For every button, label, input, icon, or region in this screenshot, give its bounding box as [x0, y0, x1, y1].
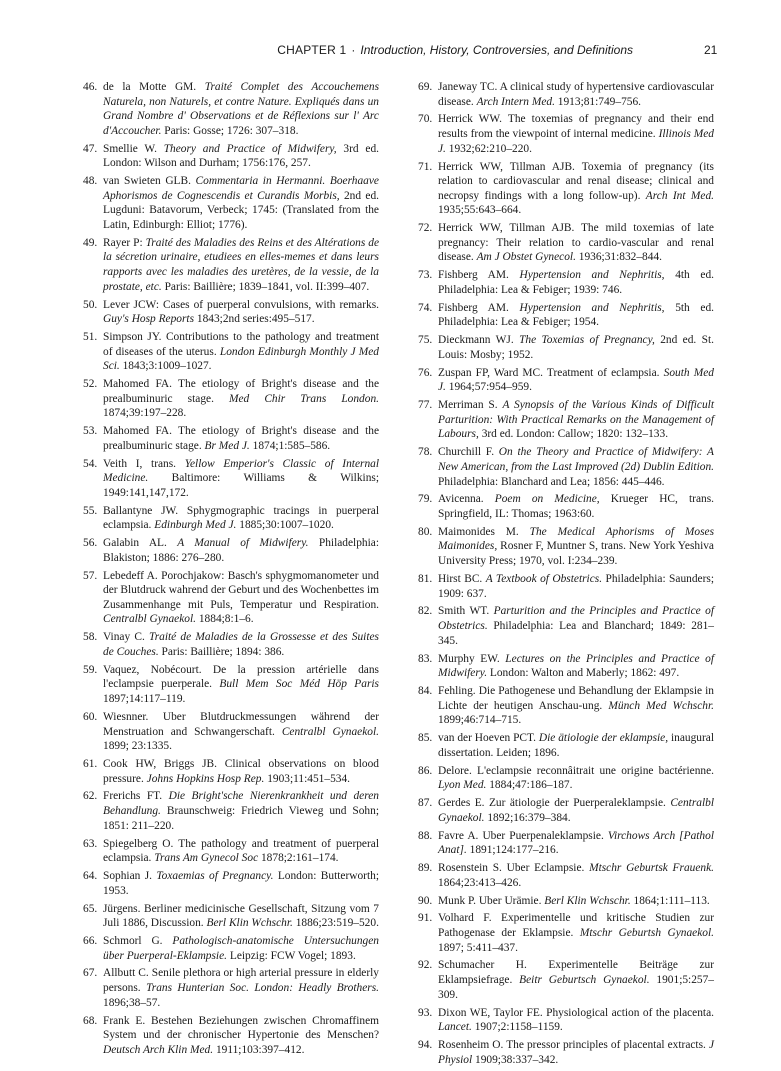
- reference-source-title: Beitr Geburtsch Gynaekol.: [519, 974, 650, 987]
- reference-source-title: Lancet.: [438, 1021, 472, 1034]
- reference-text: Herrick WW, Tillman AJB. The mild toxemias of late pregnancy: Their relation to cardio-vascular and renal disease.: [438, 222, 714, 264]
- reference-number: 92.: [418, 959, 433, 972]
- reference-source-title: Traité Complet des Accouchemens Naturela, non Naturels, et contre Nature. Expliqués dans un Grand Nombre d' Observations et de Réflexions sur l' Arc d'Accoucher.: [103, 81, 379, 137]
- reference-source-title: Br Med J.: [204, 439, 250, 452]
- reference-number: 68.: [83, 1014, 98, 1027]
- reference-item: [83, 236, 379, 294]
- reference-text: 1874;1:585–586.: [249, 439, 331, 452]
- reference-item: [83, 504, 379, 533]
- reference-text: Schumacher H. Experimentelle Beiträge zur Eklampsiefrage.: [438, 959, 714, 987]
- reference-text: Volhard F. Experimentelle und kritische Studien zur Pathogenase der Eklampsie.: [438, 912, 714, 939]
- reference-text: Favre A. Uber Puerpenaleklampsie.: [438, 829, 608, 842]
- reference-number: 70.: [418, 113, 433, 126]
- reference-number: 49.: [83, 236, 98, 249]
- reference-text: Dixon WE, Taylor FE. Physiological action of the placenta.: [438, 1006, 714, 1019]
- reference-item: [418, 861, 714, 890]
- reference-source-title: Traité de Maladies de la Grossesse et des Suites de Couches.: [103, 631, 379, 658]
- reference-number: 46.: [83, 81, 98, 93]
- reference-text: London: Walton and Maberly; 1862: 497.: [487, 667, 680, 680]
- reference-number: 60.: [83, 710, 98, 723]
- reference-source-title: Deutsch Arch Klin Med.: [103, 1043, 214, 1056]
- reference-item: [83, 1014, 379, 1058]
- reference-text: Munk P. Uber Urämie.: [438, 894, 545, 907]
- reference-number: 76.: [418, 366, 433, 379]
- reference-source-title: Arch Int Med.: [645, 189, 714, 202]
- reference-number: 94.: [418, 1039, 433, 1052]
- reference-text: Paris: Baillière; 1839–1841, vol. II:399–407.: [161, 280, 370, 293]
- reference-text: Simpson JY. Contributions to the pathology and treatment of diseases of the uterus.: [103, 330, 379, 358]
- reference-item: [83, 837, 379, 866]
- reference-item: [418, 1006, 714, 1035]
- reference-item: [83, 536, 379, 565]
- reference-text: Spiegelberg O. The pathology and treatment of puerperal eclampsia.: [103, 837, 379, 865]
- reference-source-title: Münch Med Wchschr.: [608, 699, 714, 712]
- reference-text: 1843;2nd series:495–517.: [194, 313, 315, 326]
- reference-item: [83, 966, 379, 1010]
- reference-text: Herrick WW. The toxemias of pregnancy and their end results from the viewpoint of internal medicine.: [438, 113, 714, 141]
- reference-text: Philadelphia: Saunders; 1909: 637.: [438, 572, 714, 600]
- reference-number: 93.: [418, 1006, 433, 1019]
- reference-item: [418, 911, 714, 955]
- reference-text: Churchill F.: [438, 446, 499, 459]
- reference-item: [83, 757, 379, 786]
- reference-text: 1864;1:111–113.: [630, 894, 710, 907]
- reference-text: Paris: Gosse; 1726: 307–318.: [161, 124, 299, 137]
- reference-source-title: Centralbl Gynaekol.: [281, 725, 379, 738]
- reference-text: Veith I, trans.: [103, 457, 185, 470]
- reference-text: Rosner F, Muntner S, trans. New York Yeshiva University Press; 1970, vol. I:234–239.: [438, 540, 714, 568]
- reference-text: Fehling. Die Pathogenese und Behandlung der Eklampsie in Lichte der heutigen Anschau-ung.: [438, 685, 714, 712]
- reference-text: 1907;2:1158–1159.: [471, 1021, 563, 1034]
- reference-text: Wiesnner. Uber Blutdruckmessungen während der Menstruation and Schwangerschaft.: [103, 710, 379, 738]
- chapter-label: CHAPTER 1: [277, 43, 347, 57]
- reference-text: 1884;8:1–6.: [196, 613, 254, 626]
- reference-source-title: A Textbook of Obstetrics.: [485, 572, 603, 585]
- reference-text: Philadelphia: Blanchard and Lea; 1856: 445–446.: [438, 475, 665, 488]
- reference-item: [418, 268, 714, 297]
- reference-text: Maimonides M.: [438, 525, 530, 538]
- reference-item: [83, 934, 379, 963]
- reference-item: [418, 958, 714, 1002]
- reference-item: [418, 221, 714, 265]
- reference-source-title: Centralbl Gynaekol.: [103, 613, 197, 626]
- reference-number: 90.: [418, 894, 433, 907]
- reference-number: 81.: [418, 572, 433, 585]
- reference-text: Baltimore: Williams & Wilkins; 1949:141,147,172.: [103, 472, 379, 499]
- reference-item: [418, 333, 714, 362]
- reference-source-title: Med Chir Trans London.: [229, 392, 379, 405]
- reference-number: 84.: [418, 685, 433, 698]
- reference-number: 69.: [418, 81, 433, 93]
- reference-text: Fishberg AM.: [438, 301, 520, 314]
- reference-number: 86.: [418, 764, 433, 777]
- reference-text: Frank E. Bestehen Beziehungen zwischen Chromaffinem System und der chronischer Hypertonie des Menschen?: [103, 1014, 379, 1042]
- reference-source-title: Berl Klin Wchschr.: [544, 894, 631, 907]
- reference-text: 1843;3:1009–1027.: [119, 360, 212, 373]
- reference-source-title: J Physiol: [438, 1039, 714, 1066]
- reference-text: Vaquez, Nobécourt. De la pression artérielle dans l'eclampsie puerperale.: [103, 663, 379, 691]
- reference-text: 1874;39:197–228.: [103, 407, 187, 420]
- reference-text: 5th ed. Philadelphia: Lea & Febiger; 1954.: [438, 301, 714, 329]
- reference-text: Dieckmann WJ.: [438, 334, 520, 347]
- reference-number: 78.: [418, 446, 433, 459]
- reference-source-title: Traité des Maladies des Reins et des Altérations de la sécretion urinaire, etudiees en elles-memes et dans leurs rapports avec les maladies des uretères, de la vessie, de la prostate, etc.: [103, 236, 379, 293]
- reference-text: 1935;55:643–664.: [438, 204, 522, 217]
- reference-text: Murphy EW.: [438, 652, 506, 665]
- reference-source-title: Yellow Emperior's Classic of Internal Medicine.: [103, 457, 379, 485]
- reference-text: Smellie W.: [103, 142, 164, 155]
- header-separator: ·: [351, 43, 356, 57]
- reference-text: 1892;16:379–384.: [484, 811, 571, 824]
- reference-item: [418, 525, 714, 569]
- reference-text: Frerichs FT.: [103, 790, 169, 803]
- reference-item: [418, 796, 714, 825]
- reference-text: Merriman S.: [438, 399, 503, 412]
- reference-text: 1878;2:161–174.: [258, 852, 339, 865]
- reference-text: 1911;103:397–412.: [213, 1043, 305, 1056]
- reference-item: [83, 457, 379, 501]
- reference-number: 74.: [418, 301, 433, 314]
- reference-text: Braunschweig: Friedrich Vieweg und Sohn; 1851: 211–220.: [103, 805, 379, 832]
- reference-item: [418, 112, 714, 156]
- reference-text: 1891;124:177–216.: [466, 844, 559, 857]
- reference-source-title: On the Theory and Practice of Midwifery: A New American, from the Last Improved (2d) Dublin Edition.: [438, 446, 715, 473]
- reference-item: [83, 663, 379, 707]
- reference-source-title: Arch Intern Med.: [476, 95, 555, 108]
- reference-text: Mahomed FA. The etiology of Bright's disease and the prealbuminuric stage.: [103, 425, 379, 452]
- reference-text: Mahomed FA. The etiology of Bright's disease and the prealbuminuric stage.: [103, 378, 379, 405]
- reference-text: Ballantyne JW. Sphygmographic tracings in puerperal eclampsia.: [103, 504, 379, 532]
- reference-source-title: Edinburgh Med J.: [154, 519, 237, 532]
- reference-source-title: Commentaria in Hermanni. Boerhaave Aphorismos de Cognescendis et Curandis Morbis,: [103, 175, 379, 202]
- reference-text: Rosenheim O. The pressor principles of placental extracts.: [438, 1039, 709, 1052]
- reference-number: 82.: [418, 605, 433, 618]
- reference-number: 79.: [418, 493, 433, 506]
- reference-text: Schmorl G.: [103, 935, 173, 947]
- reference-source-title: Die Bright'sche Nierenkrankheit und deren Behandlung.: [103, 790, 379, 818]
- reference-text: 1897;14:117–119.: [103, 693, 186, 706]
- reference-text: Lever JCW: Cases of puerperal convulsions, with remarks.: [103, 298, 379, 311]
- reference-text: 1899;46:714–715.: [438, 714, 522, 727]
- reference-item: [83, 902, 379, 931]
- reference-text: Hirst BC.: [438, 572, 486, 585]
- reference-number: 65.: [83, 902, 98, 915]
- reference-item: [418, 398, 714, 442]
- reference-item: [418, 829, 714, 858]
- reference-item: [418, 731, 714, 760]
- reference-source-title: Virchows Arch [Pathol Anat].: [438, 829, 714, 857]
- reference-source-title: A Synopsis of the Various Kinds of Difficult Parturition: With Practical Remarks on the Management of Labours,: [438, 399, 714, 441]
- reference-source-title: Centralbl Gynaekol.: [438, 797, 714, 824]
- reference-item: [418, 894, 714, 909]
- reference-text: inaugural dissertation. Leiden; 1896.: [438, 732, 715, 759]
- reference-text: Jürgens. Berliner medicinische Gesellschaft, Sitzung vom 7 Juli 1886, Discussion.: [103, 902, 379, 930]
- reference-item: [83, 630, 379, 659]
- reference-item: [418, 684, 714, 728]
- chapter-title: Introduction, History, Controversies, and Definitions: [360, 43, 633, 57]
- reference-number: 72.: [418, 222, 433, 235]
- reference-text: 1901;5:257–309.: [438, 974, 715, 1001]
- reference-number: 88.: [418, 829, 433, 842]
- reference-text: Delore. L'eclampsie reconnâitrait une origine bactérienne.: [438, 764, 714, 777]
- reference-item: [418, 1038, 714, 1067]
- reference-source-title: A Manual of Midwifery.: [177, 537, 309, 550]
- reference-item: [83, 569, 379, 627]
- reference-source-title: Trans Am Gynecol Soc: [154, 852, 259, 865]
- reference-text: Philadelphia: Lea and Blanchard; 1849: 281–345.: [438, 620, 714, 647]
- reference-text: Rosenstein S. Uber Eclampsie.: [438, 862, 590, 875]
- reference-text: Leipzig: FCW Vogel; 1893.: [227, 949, 356, 962]
- reference-source-title: The Medical Aphorisms of Moses Maimonides,: [438, 525, 714, 553]
- reference-source-title: Pathologisch-anatomische Untersuchungen über Puerperal-Eklampsie.: [103, 935, 379, 962]
- reference-item: [418, 445, 714, 489]
- reference-source-title: The Toxemias of Pregnancy,: [519, 334, 655, 347]
- reference-source-title: Am J Obstet Gynecol.: [476, 251, 576, 264]
- reference-text: Galabin AL.: [103, 537, 178, 550]
- reference-item: [83, 298, 379, 327]
- reference-text: 4th ed. Philadelphia: Lea & Febiger; 1939: 746.: [438, 269, 714, 296]
- reference-number: 50.: [83, 298, 98, 311]
- reference-number: 87.: [418, 797, 433, 810]
- reference-source-title: Lectures on the Principles and Practice of Midwifery.: [438, 652, 714, 680]
- reference-item: [83, 869, 379, 898]
- reference-text: Cook HW, Briggs JB. Clinical observations on blood pressure.: [103, 757, 379, 785]
- reference-text: 1932;62:210–220.: [445, 142, 532, 155]
- reference-number: 64.: [83, 870, 98, 883]
- reference-source-title: Theory and Practice of Midwifery,: [163, 142, 337, 155]
- reference-item: [83, 424, 379, 453]
- reference-text: 3rd ed. London: Callow; 1820: 132–133.: [478, 428, 669, 441]
- reference-text: 1885;30:1007–1020.: [236, 519, 334, 532]
- reference-source-title: Die ätiologie der eklampsie,: [538, 732, 669, 745]
- reference-number: 58.: [83, 631, 98, 644]
- reference-item: [418, 301, 714, 330]
- reference-source-title: Poem on Medicine,: [494, 493, 600, 506]
- reference-text: 1896;38–57.: [103, 996, 161, 1009]
- reference-item: [83, 710, 379, 754]
- reference-number: 73.: [418, 269, 433, 282]
- reference-source-title: Trans Hunterian Soc. London: Headly Brothers.: [146, 982, 379, 995]
- reference-number: 67.: [83, 967, 98, 980]
- reference-source-title: South Med J.: [438, 366, 714, 394]
- reference-item: [418, 604, 714, 648]
- reference-number: 61.: [83, 757, 98, 770]
- reference-text: 1864;23:413–426.: [438, 876, 522, 889]
- reference-text: 1936;31:832–844.: [575, 251, 662, 264]
- reference-number: 54.: [83, 457, 98, 470]
- reference-number: 62.: [83, 790, 98, 803]
- reference-number: 51.: [83, 330, 98, 343]
- reference-item: [418, 652, 714, 681]
- reference-number: 80.: [418, 525, 433, 538]
- reference-number: 55.: [83, 504, 98, 517]
- reference-number: 85.: [418, 732, 433, 745]
- reference-column-left: [83, 80, 379, 1061]
- reference-column-right: [418, 80, 714, 1071]
- reference-text: Avicenna.: [438, 493, 495, 506]
- reference-number: 56.: [83, 537, 98, 550]
- reference-number: 48.: [83, 175, 98, 188]
- reference-text: de la Motte GM.: [103, 81, 205, 93]
- reference-item: [418, 764, 714, 793]
- reference-text: Gerdes E. Zur ätiologie der Puerperaleklampsie.: [438, 797, 671, 810]
- reference-text: van Swieten GLB.: [103, 175, 196, 188]
- reference-item: [418, 572, 714, 601]
- reference-number: 71.: [418, 160, 433, 173]
- reference-number: 75.: [418, 334, 433, 347]
- reference-text: 1884;47:186–187.: [486, 779, 573, 792]
- reference-text: Vinay C.: [103, 631, 150, 644]
- reference-number: 66.: [83, 935, 98, 947]
- reference-text: Janeway TC. A clinical study of hypertensive cardiovascular disease.: [438, 81, 714, 108]
- reference-number: 83.: [418, 652, 433, 665]
- reference-text: London: Butterworth; 1953.: [103, 870, 379, 897]
- reference-item: [418, 160, 714, 218]
- reference-text: van der Hoeven PCT.: [438, 732, 539, 745]
- reference-text: Krueger HC, trans. Springfield, IL: Thomas; 1963:60.: [438, 493, 714, 520]
- reference-number: 53.: [83, 425, 98, 438]
- reference-item: [418, 80, 714, 109]
- reference-source-title: Mtschr Geburtsk Frauenk.: [589, 862, 714, 875]
- reference-number: 91.: [418, 912, 433, 925]
- reference-text: 1909;38:337–342.: [472, 1053, 559, 1066]
- reference-number: 63.: [83, 837, 98, 850]
- reference-text: 1899; 23:1335.: [103, 740, 172, 753]
- reference-text: Philadelphia: Blakiston; 1886: 276–280.: [103, 537, 379, 564]
- reference-source-title: Guy's Hosp Reports: [103, 313, 195, 326]
- reference-text: 2nd ed. Lugduni: Batavorum, Verbeck; 1745: (Translated from the Latin, Edinburgh: Elliot; 1776).: [103, 189, 379, 231]
- reference-text: Smith WT.: [438, 605, 494, 618]
- reference-source-title: Berl Klin Wchschr.: [206, 917, 293, 930]
- reference-number: 57.: [83, 569, 98, 582]
- reference-text: Zuspan FP, Ward MC. Treatment of eclampsia.: [438, 366, 664, 379]
- reference-text: 1903;11:451–534.: [264, 772, 351, 785]
- reference-text: 2nd ed. St. Louis: Mosby; 1952.: [438, 334, 714, 361]
- reference-item: [83, 789, 379, 833]
- reference-source-title: Hypertension and Nephritis,: [519, 269, 665, 282]
- reference-text: 1964;57:954–959.: [445, 381, 532, 394]
- reference-number: 47.: [83, 142, 98, 155]
- reference-source-title: Hypertension and Nephritis,: [519, 301, 665, 314]
- reference-number: 89.: [418, 862, 433, 875]
- reference-text: 1886;23:519–520.: [292, 917, 379, 930]
- reference-text: 1897; 5:411–437.: [438, 941, 518, 954]
- reference-text: Rayer P:: [103, 236, 146, 249]
- reference-source-title: Mtschr Geburtsh Gynaekol.: [579, 927, 714, 939]
- reference-item: [83, 80, 379, 138]
- reference-item: [83, 377, 379, 421]
- reference-number: 77.: [418, 399, 433, 412]
- running-header: [0, 43, 781, 63]
- reference-text: Lebedeff A. Porochjakow: Basch's sphygmomanometer und der Blutdruck wahrend der Geburt und des Wochenbettes im Zusammenhange mit Puls, Temperatur und Respiration.: [103, 569, 379, 611]
- reference-item: [83, 330, 379, 374]
- reference-text: 3rd ed. London: Wilson and Durham; 1756:176, 257.: [103, 142, 379, 170]
- reference-source-title: London Edinburgh Monthly J Med Sci.: [103, 345, 379, 373]
- reference-text: Herrick WW, Tillman AJB. Toxemia of pregnancy (its relation to cardiovascular and renal disease; clinical and necropsy findings with a long follow-up).: [438, 160, 714, 202]
- reference-number: 59.: [83, 663, 98, 676]
- reference-source-title: Illinois Med J.: [438, 128, 714, 155]
- reference-item: [418, 492, 714, 521]
- reference-source-title: Toxaemias of Pregnancy.: [156, 870, 274, 883]
- reference-text: Sophian J.: [103, 870, 157, 883]
- reference-text: 1913;81:749–756.: [554, 95, 642, 108]
- reference-item: [83, 174, 379, 232]
- reference-item: [83, 142, 379, 171]
- reference-item: [418, 366, 714, 395]
- page-number: 21: [704, 43, 718, 57]
- reference-number: 52.: [83, 378, 98, 391]
- reference-source-title: Parturition and the Principles and Practice of Obstetrics.: [438, 605, 714, 633]
- reference-source-title: Bull Mem Soc Méd Höp Paris: [219, 678, 379, 691]
- reference-text: Fishberg AM.: [438, 269, 520, 282]
- reference-source-title: Johns Hopkins Hosp Rep.: [146, 772, 265, 785]
- reference-source-title: Lyon Med.: [438, 779, 487, 792]
- chapter-heading: [277, 43, 633, 57]
- reference-text: Allbutt C. Senile plethora or high arterial pressure in elderly persons.: [103, 967, 379, 995]
- reference-text: Paris: Baillière; 1894: 386.: [158, 645, 285, 658]
